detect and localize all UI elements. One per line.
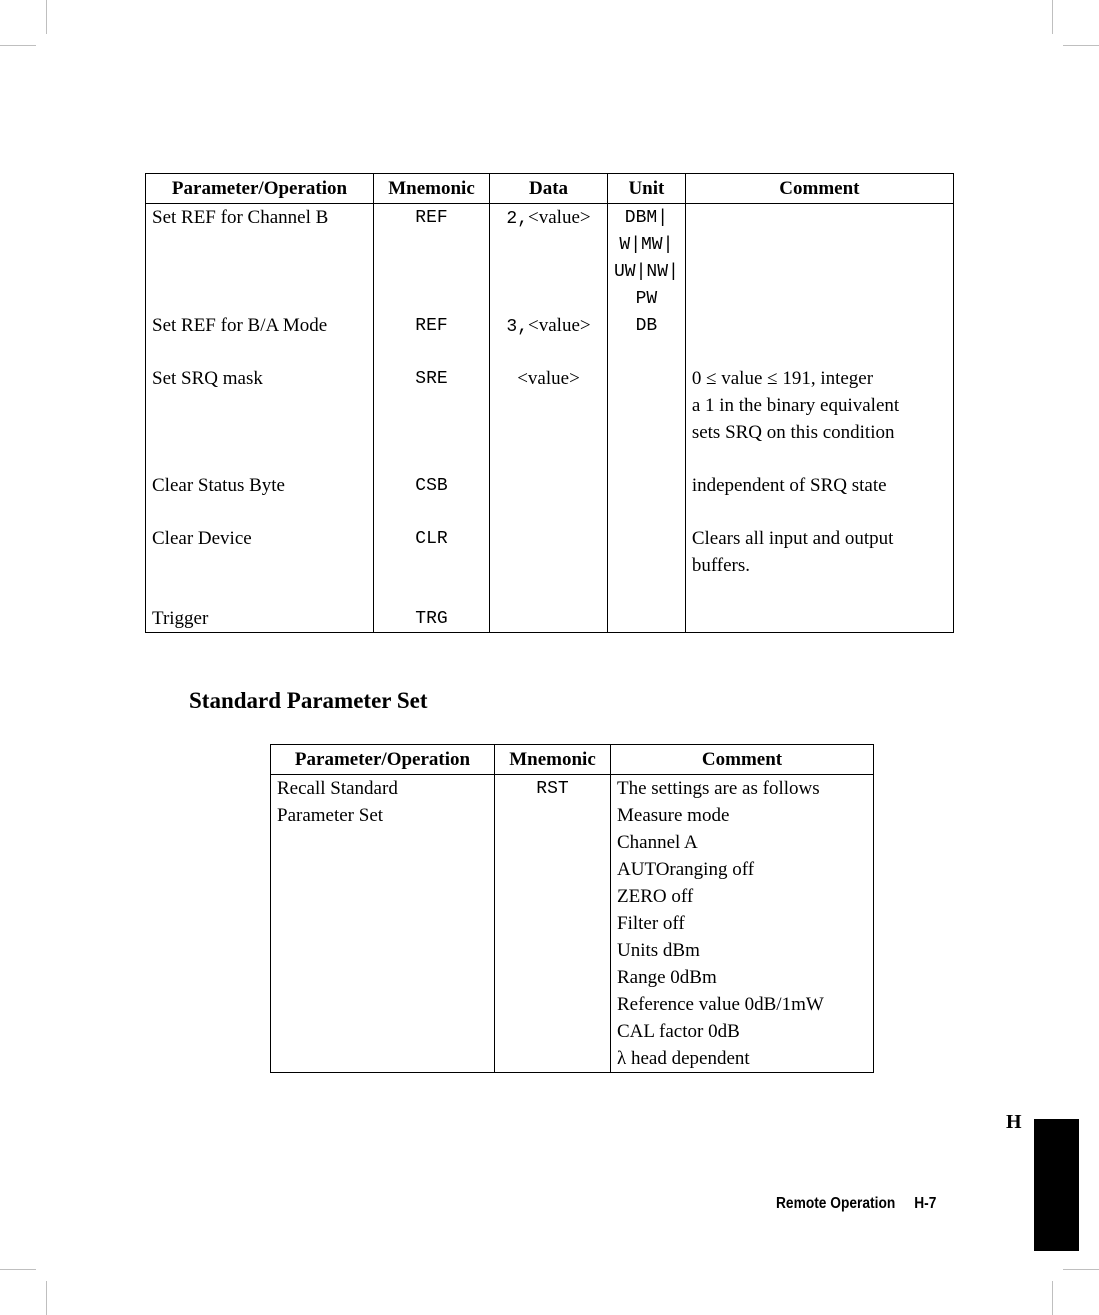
- param-cell: [146, 285, 374, 312]
- crop-mark: [46, 0, 47, 34]
- mnemonic-cell: CSB: [374, 472, 490, 499]
- comment-cell: The settings are as follows: [611, 775, 874, 803]
- table-header-row: [271, 745, 874, 775]
- column-header: Mnemonic: [374, 174, 490, 204]
- unit-cell: [608, 365, 686, 392]
- comment-cell: Reference value 0dB/1mW: [611, 991, 874, 1018]
- param-cell: [271, 964, 495, 991]
- table-row: [146, 605, 954, 633]
- page-number: H-7: [914, 1195, 937, 1212]
- comment-cell: [685, 605, 953, 633]
- comment-cell: Clears all input and output: [685, 525, 953, 552]
- mnemonic-cell: [495, 802, 611, 829]
- spacer-row: [146, 446, 954, 472]
- mnemonic-cell: [495, 883, 611, 910]
- data-cell: [490, 525, 608, 552]
- mnemonic-cell: [374, 392, 490, 419]
- comment-cell: AUTOranging off: [611, 856, 874, 883]
- unit-cell: UW|NW|: [608, 258, 686, 285]
- column-header: Unit: [608, 174, 686, 204]
- mnemonic-cell: [374, 231, 490, 258]
- table-row: [271, 775, 874, 803]
- table-row: [271, 1045, 874, 1073]
- param-cell: [271, 991, 495, 1018]
- comment-cell: Range 0dBm: [611, 964, 874, 991]
- comment-cell: [685, 285, 953, 312]
- data-cell: 3,<value>: [490, 312, 608, 339]
- unit-cell: [608, 419, 686, 446]
- table-row: [146, 204, 954, 232]
- crop-mark: [1052, 0, 1053, 34]
- unit-cell: DBM|: [608, 204, 686, 232]
- data-cell: 2,<value>: [490, 204, 608, 232]
- comment-cell: λ head dependent: [611, 1045, 874, 1073]
- mnemonic-cell: [495, 910, 611, 937]
- param-cell: Clear Device: [152, 527, 252, 549]
- mnemonic-cell: [374, 258, 490, 285]
- column-header: Mnemonic: [495, 745, 611, 775]
- param-cell: [271, 856, 495, 883]
- data-cell: [490, 392, 608, 419]
- param-cell: Trigger: [152, 607, 209, 629]
- crop-mark: [1052, 1281, 1053, 1315]
- crop-mark: [46, 1281, 47, 1315]
- spacer-row: [146, 339, 954, 365]
- column-header: Data: [490, 174, 608, 204]
- table-row: [271, 910, 874, 937]
- table-row: [271, 1018, 874, 1045]
- data-cell: [490, 231, 608, 258]
- crop-mark: [1063, 1269, 1099, 1270]
- comment-cell: Measure mode: [611, 802, 874, 829]
- unit-cell: DB: [608, 312, 686, 339]
- column-header: Comment: [685, 174, 953, 204]
- table-row: [146, 258, 954, 285]
- param-cell: [271, 1045, 495, 1073]
- table-row: [146, 285, 954, 312]
- comment-cell: sets SRQ on this condition: [685, 419, 953, 446]
- unit-cell: [608, 472, 686, 499]
- data-cell: <value>: [490, 365, 608, 392]
- unit-cell: [608, 525, 686, 552]
- comment-cell: Channel A: [611, 829, 874, 856]
- mnemonic-cell: [495, 1018, 611, 1045]
- param-cell: [271, 937, 495, 964]
- table-row: [146, 552, 954, 579]
- mnemonic-cell: CLR: [374, 525, 490, 552]
- mnemonic-cell: [374, 552, 490, 579]
- mnemonic-cell: [495, 937, 611, 964]
- data-cell: [490, 285, 608, 312]
- mnemonic-cell: [495, 991, 611, 1018]
- param-cell: [271, 1018, 495, 1045]
- param-cell: [146, 552, 374, 579]
- unit-cell: [608, 605, 686, 633]
- data-cell: [490, 419, 608, 446]
- param-cell: Set REF for B/A Mode: [152, 314, 328, 336]
- param-cell: [146, 392, 374, 419]
- param-cell: Parameter Set: [277, 804, 384, 826]
- comment-cell: 0 ≤ value ≤ 191, integer: [685, 365, 953, 392]
- column-header: Comment: [611, 745, 874, 775]
- comment-cell: Filter off: [611, 910, 874, 937]
- data-cell: [490, 472, 608, 499]
- mnemonic-cell: [374, 285, 490, 312]
- param-cell: [271, 829, 495, 856]
- param-cell: Recall Standard: [277, 777, 398, 799]
- param-cell: Set SRQ mask: [152, 367, 263, 389]
- mnemonic-cell: SRE: [374, 365, 490, 392]
- comment-cell: a 1 in the binary equivalent: [685, 392, 953, 419]
- data-cell: [490, 552, 608, 579]
- table-row: [146, 419, 954, 446]
- data-cell: [490, 605, 608, 633]
- table-row: [146, 392, 954, 419]
- mnemonic-cell: TRG: [374, 605, 490, 633]
- table-row: [271, 829, 874, 856]
- column-header: Parameter/Operation: [271, 745, 495, 775]
- table-row: [146, 231, 954, 258]
- mnemonic-cell: [495, 856, 611, 883]
- comment-cell: [685, 258, 953, 285]
- unit-cell: [608, 552, 686, 579]
- param-cell: [146, 231, 374, 258]
- comment-cell: [685, 312, 953, 339]
- unit-cell: W|MW|: [608, 231, 686, 258]
- param-cell: Set REF for Channel B: [152, 206, 329, 228]
- page-footer: [776, 1195, 936, 1213]
- table-header-row: [146, 174, 954, 204]
- table-row: [146, 525, 954, 552]
- crop-mark: [1063, 45, 1099, 46]
- footer-section-title: Remote Operation: [776, 1195, 896, 1212]
- spacer-row: [146, 579, 954, 605]
- comment-cell: independent of SRQ state: [685, 472, 953, 499]
- table-row: [146, 312, 954, 339]
- unit-cell: [608, 392, 686, 419]
- table-row: [146, 472, 954, 499]
- comment-cell: [685, 231, 953, 258]
- mnemonic-cell: REF: [374, 312, 490, 339]
- comment-cell: buffers.: [685, 552, 953, 579]
- command-table: [145, 173, 954, 633]
- crop-mark: [0, 45, 36, 46]
- param-cell: [271, 883, 495, 910]
- data-cell: [490, 258, 608, 285]
- table-row: [146, 365, 954, 392]
- mnemonic-cell: [374, 419, 490, 446]
- standard-parameter-table: [270, 744, 874, 1073]
- table-row: [271, 883, 874, 910]
- crop-mark: [0, 1269, 36, 1270]
- unit-cell: PW: [608, 285, 686, 312]
- chapter-tab-marker: [1034, 1119, 1079, 1251]
- mnemonic-cell: REF: [374, 204, 490, 232]
- param-cell: [271, 910, 495, 937]
- mnemonic-cell: [495, 1045, 611, 1073]
- comment-cell: [685, 204, 953, 232]
- table-row: [271, 856, 874, 883]
- param-cell: [146, 419, 374, 446]
- param-cell: Clear Status Byte: [152, 474, 285, 496]
- table-row: [271, 991, 874, 1018]
- section-heading: Standard Parameter Set: [189, 688, 428, 713]
- table-row: [271, 937, 874, 964]
- column-header: Parameter/Operation: [146, 174, 374, 204]
- comment-cell: ZERO off: [611, 883, 874, 910]
- param-cell: [146, 258, 374, 285]
- spacer-row: [146, 499, 954, 525]
- mnemonic-cell: [495, 964, 611, 991]
- chapter-tab-letter: H: [1006, 1111, 1022, 1133]
- comment-cell: CAL factor 0dB: [611, 1018, 874, 1045]
- table-row: [271, 964, 874, 991]
- mnemonic-cell: [495, 829, 611, 856]
- mnemonic-cell: RST: [495, 775, 611, 803]
- comment-cell: Units dBm: [611, 937, 874, 964]
- table-row: [271, 802, 874, 829]
